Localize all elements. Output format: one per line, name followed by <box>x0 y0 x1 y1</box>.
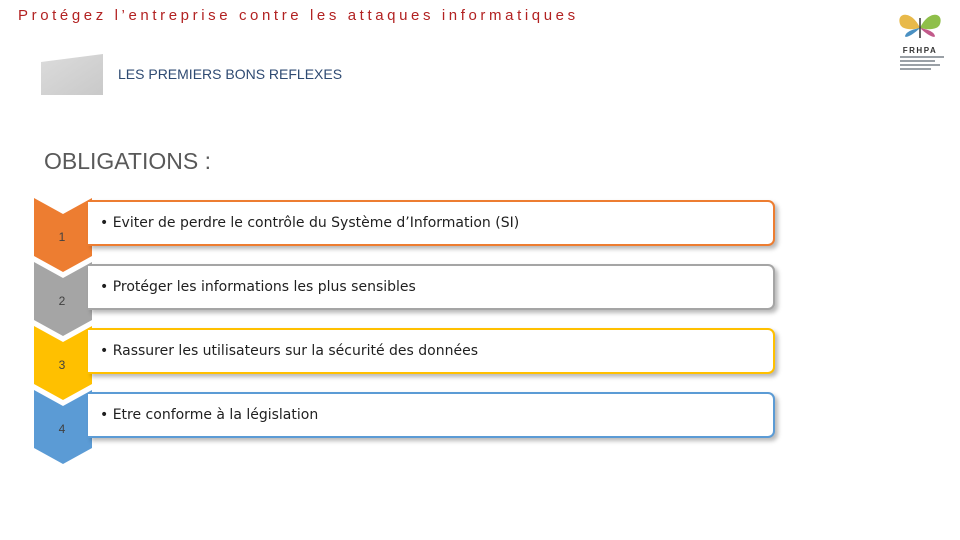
obligation-box <box>88 200 775 246</box>
obligation-text: • Eviter de perdre le contrôle du Système d’Information (SI) <box>100 215 520 231</box>
obligation-text: • Rassurer les utilisateurs sur la sécurité des données <box>100 343 478 359</box>
decorative-slab <box>41 54 103 95</box>
step-number: 2 <box>58 294 66 308</box>
obligation-text: • Etre conforme à la législation <box>100 407 319 423</box>
butterfly-icon <box>890 6 950 46</box>
obligation-text: • Protéger les informations les plus sensibles <box>100 279 416 295</box>
obligations-heading: OBLIGATIONS : <box>44 148 211 174</box>
step-number: 1 <box>58 230 66 244</box>
obligation-box <box>88 264 775 310</box>
obligation-box <box>88 328 775 374</box>
logo-tagline <box>900 56 944 72</box>
logo-text: FRHPA <box>902 46 938 55</box>
frhpa-logo <box>890 6 950 70</box>
slide-title: Protégez l’entreprise contre les attaques informatiques <box>18 7 579 24</box>
obligation-box <box>88 392 775 438</box>
step-number: 4 <box>58 422 66 436</box>
obligation-row-4 <box>0 390 960 470</box>
section-title: LES PREMIERS BONS REFLEXES <box>118 66 343 82</box>
step-number: 3 <box>58 358 66 372</box>
